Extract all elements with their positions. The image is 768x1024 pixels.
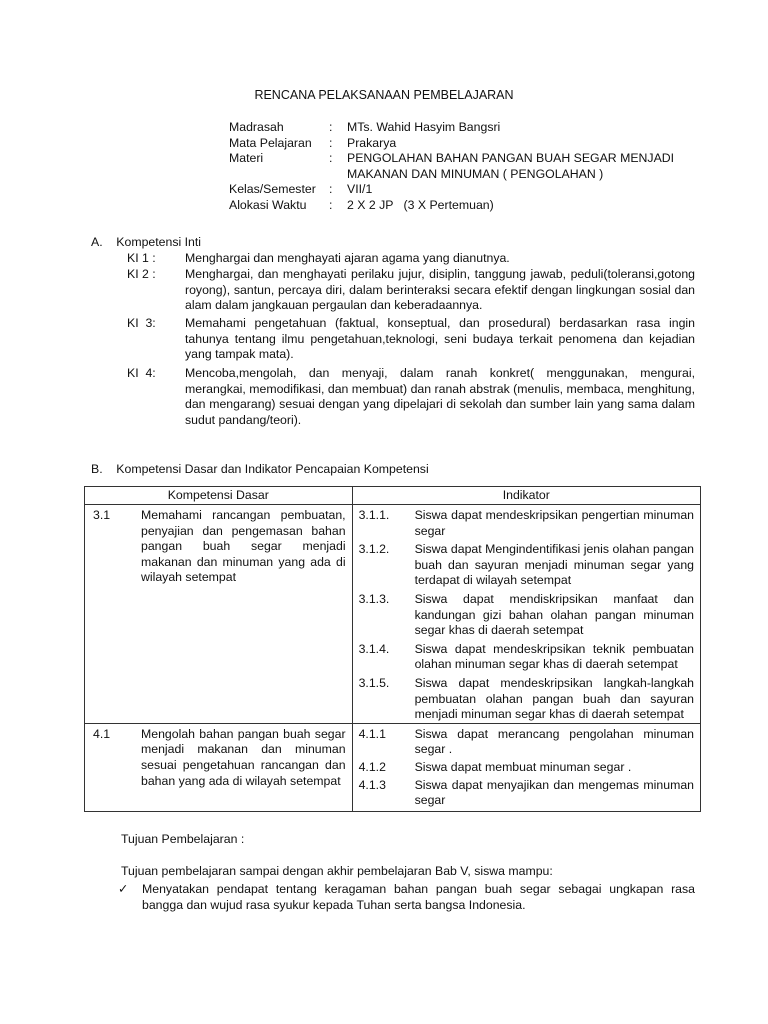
column-header-kd: Kompetensi Dasar xyxy=(85,487,353,505)
indicator-item xyxy=(353,760,700,776)
ki-text: Menghargai dan menghayati ajaran agama yang dianutnya. xyxy=(185,251,510,265)
identity-value: PENGOLAHAN BAHAN PANGAN BUAH SEGAR MENJADI MAKANAN DAN MINUMAN ( PENGOLAHAN ) xyxy=(347,151,675,181)
identity-row xyxy=(229,136,689,152)
identity-value: Prakarya xyxy=(347,135,397,150)
indicator-text: Siswa dapat mendiskripsikan manfaat dan kandungan gizi bahan olahan pangan minuman segar khas di daerah setempat xyxy=(414,591,694,638)
identity-row xyxy=(229,182,689,198)
ki-item xyxy=(127,267,695,314)
ki-item xyxy=(127,366,695,428)
kd-cell xyxy=(85,505,353,724)
indicator-text: Siswa dapat Mengindentifikasi jenis olahan pangan buah dan sayuran menjadi minuman segar yang terdapat di wilayah setempat xyxy=(414,542,694,588)
ki-code: KI 1 : xyxy=(127,251,156,265)
indicator-text: Siswa dapat merancang pengolahan minuman segar . xyxy=(414,726,694,757)
indicator-item xyxy=(353,642,700,673)
table-row xyxy=(85,723,701,811)
indicator-item xyxy=(353,592,700,639)
indicator-item xyxy=(353,676,700,723)
table-row xyxy=(85,505,701,724)
ki-text: Memahami pengetahuan (faktual, konseptual, dan prosedural) berdasarkan rasa ingin tahunya tentang ilmu pengetahuan,teknologi, seni budaya terkait penomena dan kejadian yang tampak mata). xyxy=(185,316,695,362)
indicator-number: 4.1.2 xyxy=(358,759,386,774)
ki-item xyxy=(127,251,695,267)
identity-value: MTs. Wahid Hasyim Bangsri xyxy=(347,120,501,134)
indicator-number: 3.1.2. xyxy=(358,542,390,557)
ki-code: KI 2 : xyxy=(127,267,156,281)
identity-value: 2 X 2 JP (3 X Pertemuan) xyxy=(347,197,494,212)
indicator-item xyxy=(353,727,700,758)
identity-row xyxy=(229,120,689,136)
kd-entry xyxy=(85,724,352,792)
indicator-text: Siswa dapat menyajikan dan mengemas minuman segar xyxy=(414,777,694,808)
identity-label: Madrasah xyxy=(229,120,284,134)
identity-row xyxy=(229,151,689,182)
indicator-number: 4.1.1 xyxy=(358,726,386,741)
identity-label: Mata Pelajaran xyxy=(229,135,312,150)
identity-label: Materi xyxy=(229,151,264,166)
indicator-number: 3.1.1. xyxy=(358,508,390,522)
kd-entry xyxy=(85,505,352,589)
identity-colon: : xyxy=(329,135,333,150)
identity-colon: : xyxy=(329,151,333,166)
kd-text: Memahami rancangan pembuatan, penyajian dan pengemasan bahan pangan buah segar menjadi makanan dan minuman yang ada di wilayah setempat xyxy=(141,508,346,585)
column-header-indicator: Indikator xyxy=(352,487,700,505)
indicator-text: Siswa dapat membuat minuman segar . xyxy=(414,759,632,774)
identity-colon: : xyxy=(329,182,333,197)
ki-text: Menghargai, dan menghayati perilaku jujur, disiplin, tanggung jawab, peduli(toleransi,gotong royong), santun, percaya diri, dalam berinteraksi secara efektif dengan lingkungan sosial dan alam dalam jangkauan pergaulan dan keberadaannya. xyxy=(185,267,695,313)
checkmark-icon: ✓ xyxy=(118,882,129,896)
identity-label: Kelas/Semester xyxy=(229,182,316,197)
indicator-text: Siswa dapat mendeskripsikan teknik pembuatan olahan minuman segar khas di daerah setempat xyxy=(414,641,694,672)
section-b-heading: B. Kompetensi Dasar dan Indikator Pencapaian Kompetensi xyxy=(91,462,429,476)
indicator-cell xyxy=(352,723,700,811)
indicator-cell xyxy=(352,505,700,724)
identity-colon: : xyxy=(329,197,333,212)
table-header-row xyxy=(85,487,701,505)
kd-cell xyxy=(85,723,353,811)
objective-item xyxy=(118,882,695,913)
indicator-item xyxy=(353,508,700,539)
indicator-item xyxy=(353,542,700,589)
indicator-item xyxy=(353,778,700,809)
ki-item xyxy=(127,316,695,363)
objective-text: Menyatakan pendapat tentang keragaman bahan pangan buah segar sebagai ungkapan rasa bangga dan wujud rasa syukur kepada Tuhan serta bangsa Indonesia. xyxy=(142,882,695,912)
ki-text: Mencoba,mengolah, dan menyaji, dalam ranah konkret( menggunakan, mengurai, merangkai, memodifikasi, dan membuat) dan ranah abstrak (menulis, membaca, menghitung, dan mengarang) sesuai dengan yang dipelajari di sekolah dan sumber lain yang sama dalam sudut pandang/teori). xyxy=(185,366,695,427)
ki-code: KI 3: xyxy=(127,316,156,330)
indicator-text: Siswa dapat mendeskripsikan langkah-langkah pembuatan olahan pangan buah dan sayuran menjadi minuman segar khas di daerah setempat xyxy=(414,675,694,722)
objectives-heading: Tujuan Pembelajaran : xyxy=(121,832,245,846)
ki-code: KI 4: xyxy=(127,366,156,380)
identity-value: VII/1 xyxy=(347,182,373,197)
section-a-heading: A. Kompetensi Inti xyxy=(91,235,202,249)
document-title: RENCANA PELAKSANAAN PEMBELAJARAN xyxy=(254,88,514,102)
objectives-intro: Tujuan pembelajaran sampai dengan akhir pembelajaran Bab V, siswa mampu: xyxy=(121,864,553,878)
indicator-number: 4.1.3 xyxy=(358,777,386,792)
indicator-number: 3.1.4. xyxy=(358,641,390,656)
indicator-number: 3.1.5. xyxy=(358,675,390,690)
identity-row xyxy=(229,198,689,214)
kd-number: 3.1 xyxy=(93,508,111,522)
indicator-number: 3.1.3. xyxy=(358,591,390,606)
indicator-text: Siswa dapat mendeskripsikan pengertian minuman segar xyxy=(414,508,694,538)
identity-colon: : xyxy=(329,120,333,134)
kd-number: 4.1 xyxy=(93,726,111,741)
identity-block xyxy=(229,120,689,214)
kd-text: Mengolah bahan pangan buah segar menjadi makanan dan minuman sesuai pengetahuan rancangan dan bahan yang ada di wilayah setempat xyxy=(141,726,346,788)
competency-table xyxy=(84,486,701,812)
identity-label: Alokasi Waktu xyxy=(229,197,307,212)
